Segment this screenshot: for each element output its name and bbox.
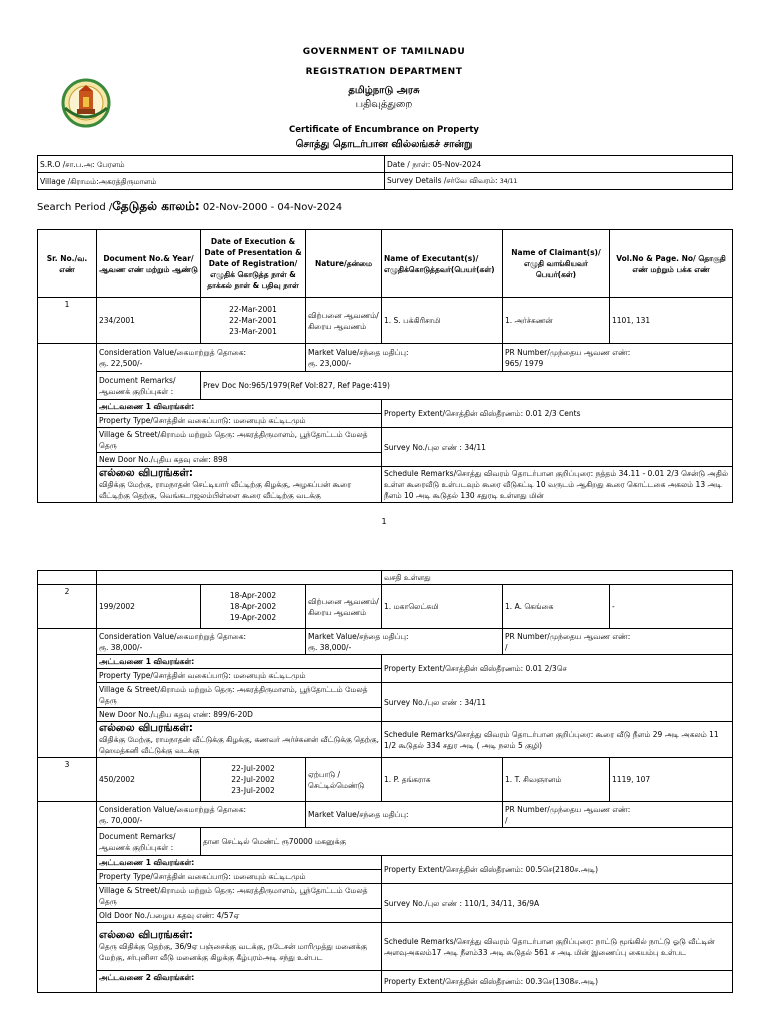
entry-2-doc: 199/2002 xyxy=(97,585,201,629)
entry-1-continuation: வசதி உள்ளது xyxy=(382,571,733,585)
entry-1-dates xyxy=(201,298,306,344)
entry-3-executant: 1. P. தங்கராசு xyxy=(382,758,503,802)
header-department: REGISTRATION DEPARTMENT xyxy=(305,67,463,77)
entry-1-remarks: Prev Doc No:965/1979(Ref Vol:827, Ref Page:419) xyxy=(201,372,733,400)
header-tamil-dept: பதிவுத்துறை xyxy=(355,99,413,110)
entry-2-executant: 1. மகாலெட்சுமி xyxy=(382,585,503,629)
sro-cell: S.R.O /சா.ப.அ: பேரளம் xyxy=(38,156,385,173)
entry-2-prop-type: Property Type/சொத்தின் வகைப்பாடு: மனையும் கட்டிடமும் xyxy=(97,669,382,683)
entry-3-schedule2-title: அட்டவணை 2 விவரங்கள்: xyxy=(97,971,382,993)
entry-3-consideration: Consideration Value/கைமாற்றுத் தொகை: ரூ. 70,000/- xyxy=(97,802,306,828)
entry-1-spacer xyxy=(38,344,97,503)
entry-3-extent: Property Extent/சொத்தின் விஸ்தீரணம்: 00.5செ(2180ச.அடி) xyxy=(382,856,733,884)
entry-3-boundary: எல்லை விபரங்கள்: தெரு விதிக்கு தெற்கு, 36/9ஏ பஞ்சைக்கு வடக்கு, நடேசன் மாரிமுத்து மனைக்கு மேற்கு, சர்புனிசா வீடு மனைக்கு கிழக்கு கீழ்புரம்அடி சந்து உள்பட xyxy=(97,923,382,971)
entry-1-executant: 1. S. பக்கிரிசாமி xyxy=(382,298,503,344)
col-header-nature: Nature/தன்மை xyxy=(306,230,382,298)
entry-3-nature: ஏற்பாடு / செட்டில்மெண்டு xyxy=(306,758,382,802)
encumbrance-table-page-2 xyxy=(37,570,733,993)
entry-2-pr: PR Number/முந்தைய ஆவண எண்: / xyxy=(503,629,733,655)
entry-1-remarks-label: Document Remarks/ ஆவணக் குறிப்புகள் : xyxy=(97,372,201,400)
date-cell: Date / நாள்: 05-Nov-2024 xyxy=(385,156,733,173)
entry-1-boundary: எல்லை விபரங்கள்: விதிக்கு மேற்கு, ராமநாதன் செட்டியார் வீட்டிற்கு கிழக்கு, அழகப்பன் கூரை வீட்டிற்கு தெற்கு, வெங்கடாஜலம்பிள்ளை கூரை வீட்டிற்கு வடக்கு xyxy=(97,467,382,503)
entry-1-sr: 1 xyxy=(38,298,97,344)
entry-3-claimant: 1. T. சிவஞானம் xyxy=(503,758,610,802)
entry-2-village-street: Village & Street/கிராமம் மற்றும் தெரு: அகரத்திருமாளம், பூந்தோட்டம் மேலத் தெரு xyxy=(97,683,382,708)
entry-2-survey: Survey No./புல எண் : 34/11 xyxy=(382,683,733,722)
entry-1-door: New Door No./புதிய கதவு எண்: 898 xyxy=(97,453,382,467)
office-info-table xyxy=(37,155,733,190)
entry-1-extent: Property Extent/சொத்தின் விஸ்தீரணம்: 0.01 2/3 Cents xyxy=(382,400,733,428)
entry-1-vol: 1101, 131 xyxy=(610,298,733,344)
entry-3-doc: 450/2002 xyxy=(97,758,201,802)
village-cell: Village /கிராமம்:அகரத்திருமாளம் xyxy=(38,173,385,190)
entry-2-sr: 2 xyxy=(38,585,97,629)
entry-2-claimant: 1. A. கெங்கை xyxy=(503,585,610,629)
entry-2-nature: விற்பனை ஆவணம்/ கிரைய ஆவணம் xyxy=(306,585,382,629)
search-period-label: Search Period / xyxy=(37,202,113,213)
entry-1-consideration: Consideration Value/கைமாற்றுத் தொகை: ரூ. 22,500/- xyxy=(97,344,306,372)
search-period xyxy=(37,199,342,215)
entry-3-village-street: Village & Street/கிராமம் மற்றும் தெரு: அகரத்திருமாளம், பூந்தோட்டம் மேலத் தெரு xyxy=(97,884,382,909)
tamilnadu-emblem-icon xyxy=(61,78,111,128)
page-number: 1 xyxy=(381,517,387,526)
entry-1-prop-type: Property Type/சொத்தின் வகைப்பாடு: மனையும் கட்டிடமும் xyxy=(97,414,382,428)
entry-3-prop-type: Property Type/சொத்தின் வகைப்பாடு: மனையும் கட்டிடமும் xyxy=(97,870,382,884)
certificate-title-tamil: சொத்து தொடர்பான வில்லங்கச் சான்று xyxy=(295,139,473,150)
entry-3-market: Market Value/சந்தை மதிப்பு: xyxy=(306,802,503,828)
col-header-sr: Sr. No./வ. எண் xyxy=(38,230,97,298)
entry-2-door: New Door No./புதிய கதவு எண்: 899/6-20D xyxy=(97,708,382,722)
entry-3-remarks: தான செட்டில் மெண்ட் ரூ70000 மகனுக்கு xyxy=(201,828,733,856)
entry-3-dates: 22-Jul-2002 22-Jul-2002 23-Jul-2002 xyxy=(201,758,306,802)
survey-details-value: 34/11 xyxy=(499,178,518,185)
entry-1-date-exec: 22-Mar-2001 xyxy=(229,305,277,314)
entry-3-schedule1-title: அட்டவணை 1 விவரங்கள்: xyxy=(97,856,382,870)
entry-2-vol: - xyxy=(610,585,733,629)
header-government: GOVERNMENT OF TAMILNADU xyxy=(302,47,466,57)
entry-1-village-street: Village & Street/கிராமம் மற்றும் தெரு: அகரத்திருமாளம், பூந்தோட்டம் மேலத் தெரு xyxy=(97,428,382,453)
entry-2-dates: 18-Apr-2002 18-Apr-2002 19-Apr-2002 xyxy=(201,585,306,629)
entry-1-doc: 234/2001 xyxy=(97,298,201,344)
entry-1-date-pres: 22-Mar-2001 xyxy=(229,316,277,325)
entry-1-pr: PR Number/முந்தைய ஆவண எண்: 965/ 1979 xyxy=(503,344,733,372)
entry-2-market: Market Value/சந்தை மதிப்பு: ரூ. 38,000/- xyxy=(306,629,503,655)
survey-details-label: Survey Details /சர்வே விவரம்: xyxy=(387,176,498,185)
col-header-dates: Date of Execution & Date of Presentation & Date of Registration/எழுதிக் கொடுத்த நாள் & தாக்கல் நாள் & பதிவு நாள் xyxy=(201,230,306,298)
col-header-doc: Document No.& Year/ ஆவண எண் மற்றும் ஆண்டு xyxy=(97,230,201,298)
entry-3-sr: 3 xyxy=(38,758,97,802)
col-header-executant: Name of Executant(s)/ எழுதிக்கொடுத்தவர்(பெயர்(கள்) xyxy=(382,230,503,298)
entry-2-schedule-remarks: Schedule Remarks/சொத்து விவரம் தொடர்பான குறிப்புரை: கூரை வீடு நீளம் 29 அடி அகலம் 11 1/2 கூடுதல் 334 சதுர அடி ( அடி நலம் 5 குழி) xyxy=(382,722,733,758)
entry-1-date-reg: 23-Mar-2001 xyxy=(229,327,277,336)
certificate-title: Certificate of Encumbrance on Property xyxy=(289,125,479,135)
entry-3-vol: 1119, 107 xyxy=(610,758,733,802)
entry-2-consideration: Consideration Value/கைமாற்றுத் தொகை: ரூ. 38,000/- xyxy=(97,629,306,655)
entry-3-remarks-label: Document Remarks/ ஆவணக் குறிப்புகள் : xyxy=(97,828,201,856)
col-header-vol: Vol.No & Page. No/ தொகுதி எண் மற்றும் பக்க எண் xyxy=(610,230,733,298)
entry-2-schedule1-title: அட்டவணை 1 விவரங்கள்: xyxy=(97,655,382,669)
entry-3-schedule-remarks: Schedule Remarks/சொத்து விவரம் தொடர்பான குறிப்புரை: நாட்டு மூங்கில் நாட்டு ஓடு வீட்டின் அளவுஅகலம்17 அடி நீளம்33 அடி கூடுதல் 561 ச அடி மின் இணைப்பு கையம்பு உள்பட xyxy=(382,923,733,971)
entry-3-extent2: Property Extent/சொத்தின் விஸ்தீரணம்: 00.3செ(1308ச.அடி) xyxy=(382,971,733,993)
entry-1-market: Market Value/சந்தை மதிப்பு: ரூ. 23,000/- xyxy=(306,344,503,372)
entry-1-survey: Survey No./புல எண் : 34/11 xyxy=(382,428,733,467)
entry-3-pr: PR Number/முந்தைய ஆவண எண்: / xyxy=(503,802,733,828)
entry-1-schedule1-title: அட்டவணை 1 விவரங்கள்: xyxy=(97,400,382,414)
header-tamil-govt: தமிழ்நாடு அரசு xyxy=(348,85,420,96)
col-header-claimant: Name of Claimant(s)/ எழுதி வாங்கியவர் பெயர்(கள்) xyxy=(503,230,610,298)
survey-details-cell xyxy=(385,173,733,190)
entry-3-survey: Survey No./புல எண் : 110/1, 34/11, 36/9A xyxy=(382,884,733,923)
entry-1-schedule-remarks: Schedule Remarks/சொத்து விவரம் தொடர்பான குறிப்புரை: நத்தம் 34.11 - 0.01 2/3 சென்டு அதில் உள்ள கூரைவீடு உள்படவும் கூரை வீடுகட்டி 10 வருடம் ஆகிறது கூரை கொட்டகை அகலம் 13 அடி நீளம் 10 அடி கூடுதல் 130 சதுரடி உள்ளது மின் xyxy=(382,467,733,503)
entry-1-claimant: 1. அர்ச்சுணன் xyxy=(503,298,610,344)
encumbrance-table-page-1 xyxy=(37,229,733,503)
search-period-range: 02-Nov-2000 - 04-Nov-2024 xyxy=(199,202,343,213)
entry-3-door: Old Door No./பழைய கதவு எண்: 4/57ஏ xyxy=(97,909,382,923)
entry-2-boundary: எல்லை விபரங்கள்: விதிக்கு மேற்கு, ராமநாதன் வீட்டுக்கு கிழக்கு, கணவர் அர்ச்சுனன் வீட்டுக்கு தெற்கு, ஹெமத்கனி வீட்டுக்கு வடக்கு xyxy=(97,722,382,758)
entry-1-nature: விற்பனை ஆவணம்/ கிரைய ஆவணம் xyxy=(306,298,382,344)
search-period-tamil: தேடுதல் காலம்: xyxy=(112,199,200,213)
entry-2-extent: Property Extent/சொத்தின் விஸ்தீரணம்: 0.01 2/3செ xyxy=(382,655,733,683)
